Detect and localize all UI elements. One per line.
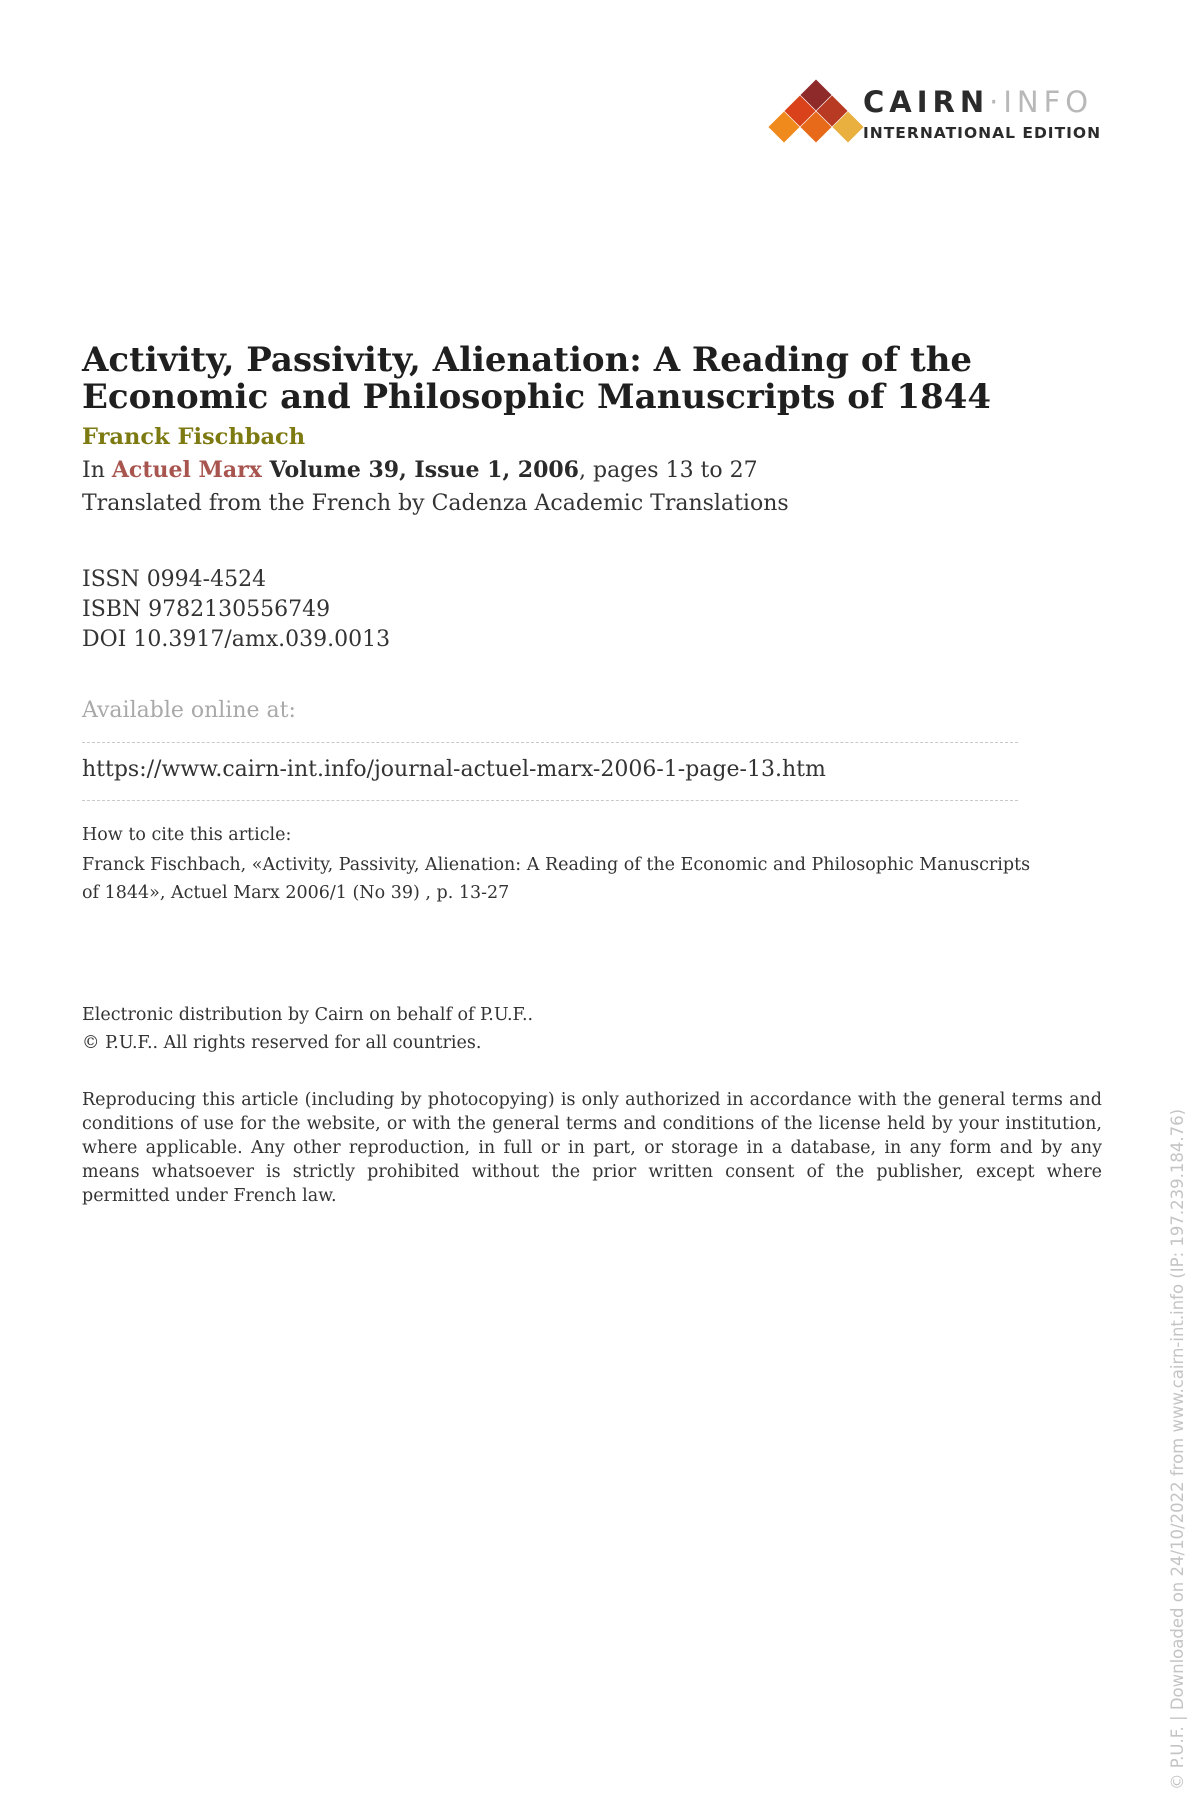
article-url-link[interactable]: https://www.cairn-int.info/journal-actuel-marx-2006-1-page-13.htm [82,757,826,782]
top-divider [82,742,1018,743]
logo-suffix: INFO [1003,85,1094,119]
journal-link[interactable]: Actuel Marx [111,457,262,483]
logo-brand: CAIRN [863,85,990,119]
cite-heading: How to cite this article: [82,825,292,845]
distribution-notice: Electronic distribution by Cairn on behalf of P.U.F.. [82,1005,534,1025]
article-author[interactable]: Franck Fischbach [82,424,306,450]
in-prefix: In [82,458,112,483]
translation-credit: Translated from the French by Cadenza Academic Translations [82,491,789,516]
citation-text: Franck Fischbach, «Activity, Passivity, Alienation: A Reading of the Economic and Philosophic Manuscripts of 1844», Actuel Marx 2006/1 (No 39) , p. 13-27 [82,855,1031,903]
reproduction-notice: Reproducing this article (including by photocopying) is only authorized in accordance with the general terms and conditions of use for the website, or with the general terms and conditions of the license held by your institution, where applicable. Any other reproduction, in full or in part, or storage in a database, in any form and by any means whatsoever is strictly prohibited without the prior written consent of the publisher, except where permitted under French law. [82,1090,1102,1206]
pages-range: , pages 13 to 27 [579,458,758,483]
logo-edition: INTERNATIONAL EDITION [863,124,1102,142]
volume-issue: Volume 39, Issue 1, 2006 [261,457,579,483]
publication-line [82,456,758,486]
cairn-diamond-logo-icon [765,80,855,150]
download-stamp: © P.U.F. | Downloaded on 24/10/2022 from www.cairn-int.info (IP: 197.239.184.76) [1168,1108,1187,1790]
available-online-label: Available online at: [82,698,296,723]
logo-separator: · [989,85,1004,119]
distribution-block [82,1001,533,1057]
bottom-divider [82,800,1018,801]
identifiers-block [82,565,390,655]
isbn: ISBN 9782130556749 [82,597,331,622]
copyright-notice: © P.U.F.. All rights reserved for all countries. [82,1033,482,1053]
article-title: Activity, Passivity, Alienation: A Reading of the Economic and Philosophic Manuscripts of 1844 [82,340,992,417]
issn: ISSN 0994-4524 [82,567,267,592]
cairn-logo[interactable] [765,80,1125,150]
doi: DOI 10.3917/amx.039.0013 [82,627,391,652]
logo-wordmark [863,85,1094,119]
